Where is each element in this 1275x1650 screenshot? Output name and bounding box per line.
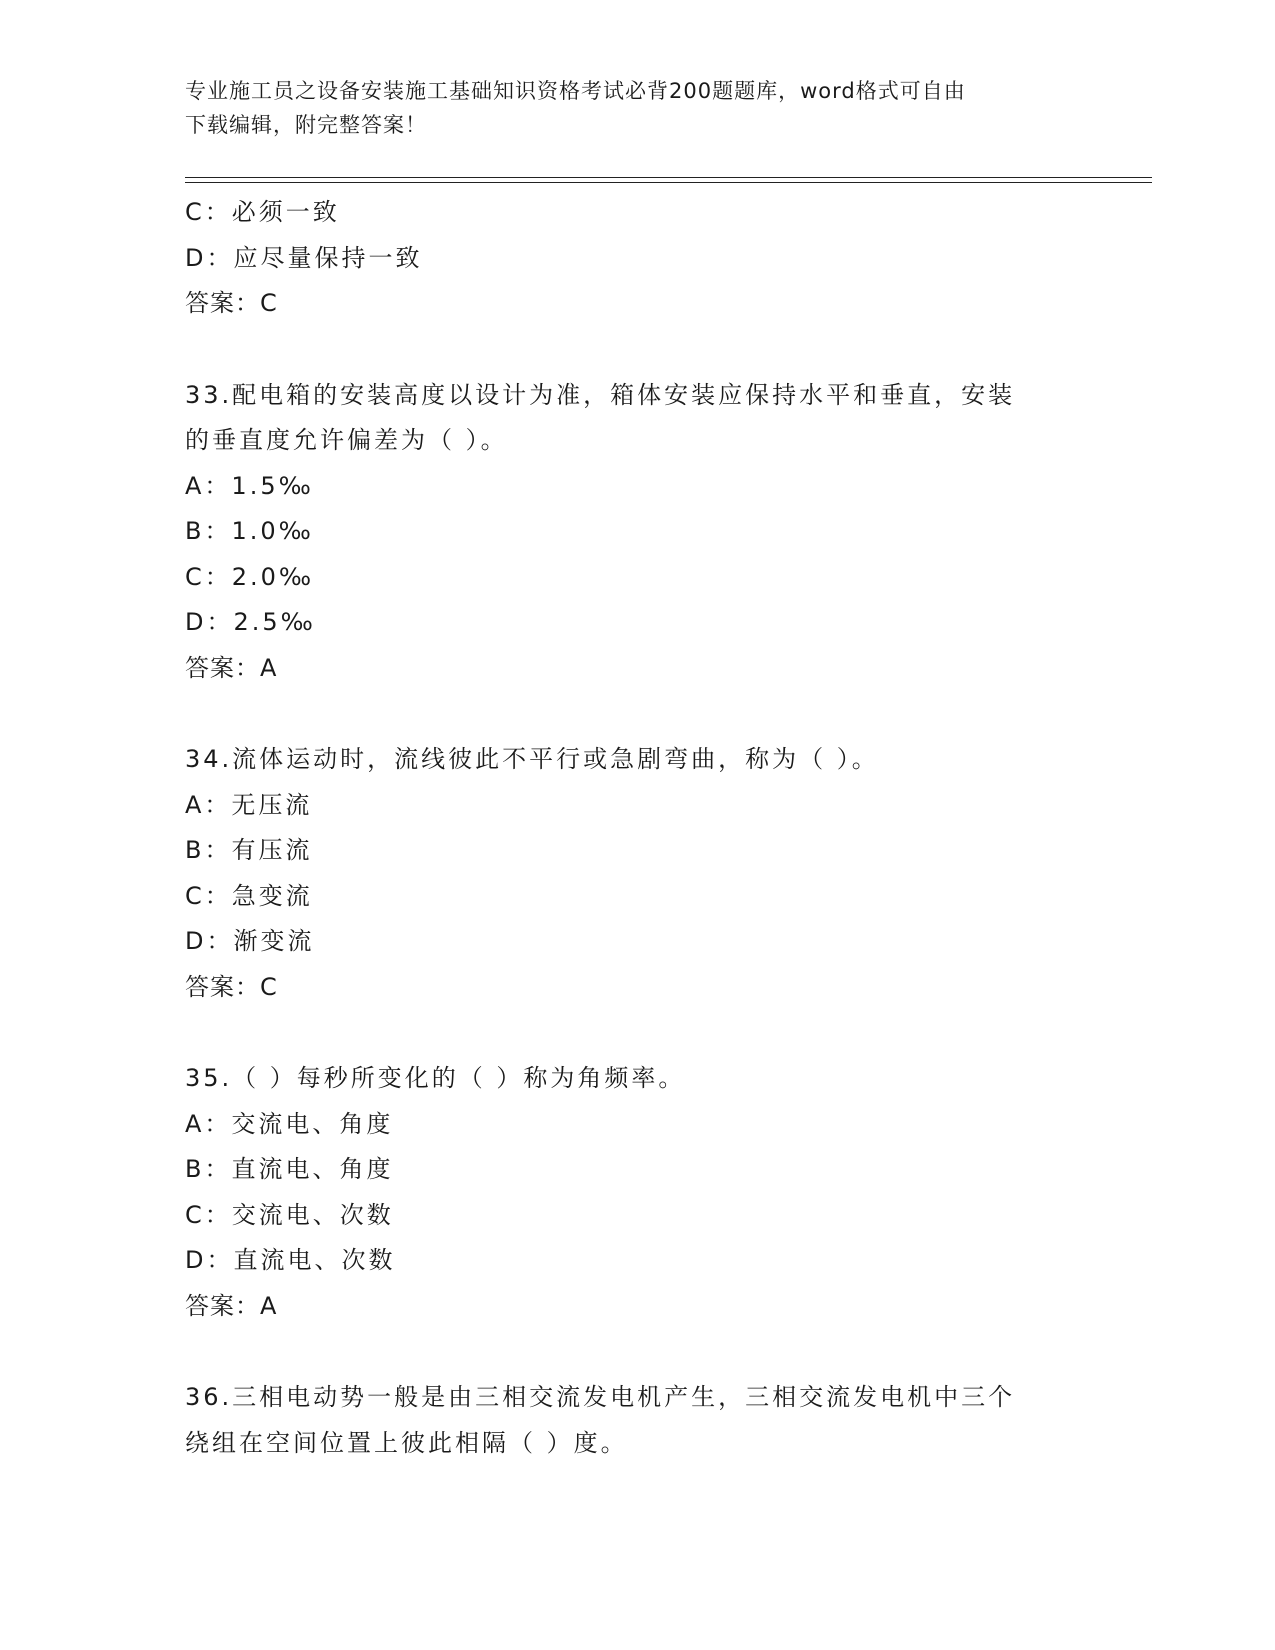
option-line [185, 828, 1085, 874]
question-block-35 [185, 1056, 1085, 1329]
document-header [185, 74, 1065, 142]
question-stem: 的垂直度允许偏差为（ ）。 [185, 426, 508, 454]
question-block-34 [185, 737, 1085, 1010]
option-label: B： [185, 836, 232, 864]
option-label: A： [185, 471, 232, 500]
spacer [185, 691, 1085, 737]
prev-question-block [185, 190, 1085, 327]
option-label: C： [185, 881, 232, 910]
option-text: 1.0‰ [231, 517, 314, 545]
option-text: 1.5‰ [231, 471, 314, 500]
option-label: D： [185, 1246, 234, 1274]
spacer [185, 1010, 1085, 1056]
header-line-1: 专业施工员之设备安装施工基础知识资格考试必背200题题库，word格式可自由 [185, 79, 966, 103]
option-label: C： [185, 562, 232, 591]
option-line [185, 600, 1085, 646]
option-line [185, 1238, 1085, 1284]
spacer [185, 327, 1085, 373]
option-label: C： [185, 198, 232, 226]
answer-line: 答案：A [185, 1291, 278, 1320]
header-rule-bottom [185, 182, 1152, 183]
question-stem: 绕组在空间位置上彼此相隔（ ）度。 [185, 1428, 628, 1457]
question-stem: 33.配电箱的安装高度以设计为准，箱体安装应保持水平和垂直，安装 [185, 380, 1016, 409]
option-label: C： [185, 1200, 232, 1229]
header-rule-top [185, 177, 1152, 178]
option-line [185, 509, 1085, 555]
option-line [185, 919, 1085, 965]
answer-line: 答案：C [185, 289, 278, 317]
option-label: B： [185, 1155, 232, 1183]
option-text: 直流电、次数 [233, 1246, 396, 1274]
option-text: 应尽量保持一致 [233, 243, 423, 272]
option-label: D： [185, 927, 234, 955]
option-text: 有压流 [231, 836, 313, 864]
option-text: 急变流 [231, 881, 313, 910]
option-text: 2.5‰ [233, 608, 316, 636]
option-label: D： [185, 243, 234, 272]
option-text: 渐变流 [233, 927, 315, 955]
option-line [185, 1193, 1085, 1239]
header-line-2: 下载编辑，附完整答案！ [185, 113, 427, 137]
spacer [185, 1329, 1085, 1375]
question-block-33 [185, 373, 1085, 692]
option-text: 交流电、角度 [231, 1109, 394, 1138]
option-text: 无压流 [231, 790, 313, 819]
option-label: A： [185, 1109, 232, 1138]
option-line [185, 874, 1085, 920]
option-label: D： [185, 608, 234, 636]
question-block-36 [185, 1375, 1085, 1466]
option-text: 交流电、次数 [231, 1200, 394, 1229]
option-line [185, 555, 1085, 601]
option-text: 必须一致 [231, 198, 340, 226]
option-text: 2.0‰ [231, 562, 315, 591]
option-line [185, 783, 1085, 829]
option-label: A： [185, 790, 232, 819]
question-stem: 36.三相电动势一般是由三相交流发电机产生，三相交流发电机中三个 [185, 1383, 1016, 1411]
option-text: 直流电、角度 [231, 1155, 394, 1183]
option-line [185, 1102, 1085, 1148]
option-line [185, 236, 1085, 282]
option-line [185, 190, 1085, 236]
answer-line: 答案：A [185, 653, 278, 682]
question-content [185, 190, 1085, 1466]
question-stem: 35.（ ）每秒所变化的（ ）称为角频率。 [185, 1064, 686, 1092]
option-line [185, 464, 1085, 510]
option-line [185, 1147, 1085, 1193]
answer-line: 答案：C [185, 972, 278, 1001]
option-label: B： [185, 517, 232, 545]
question-stem: 34.流体运动时，流线彼此不平行或急剧弯曲，称为（ ）。 [185, 745, 879, 773]
